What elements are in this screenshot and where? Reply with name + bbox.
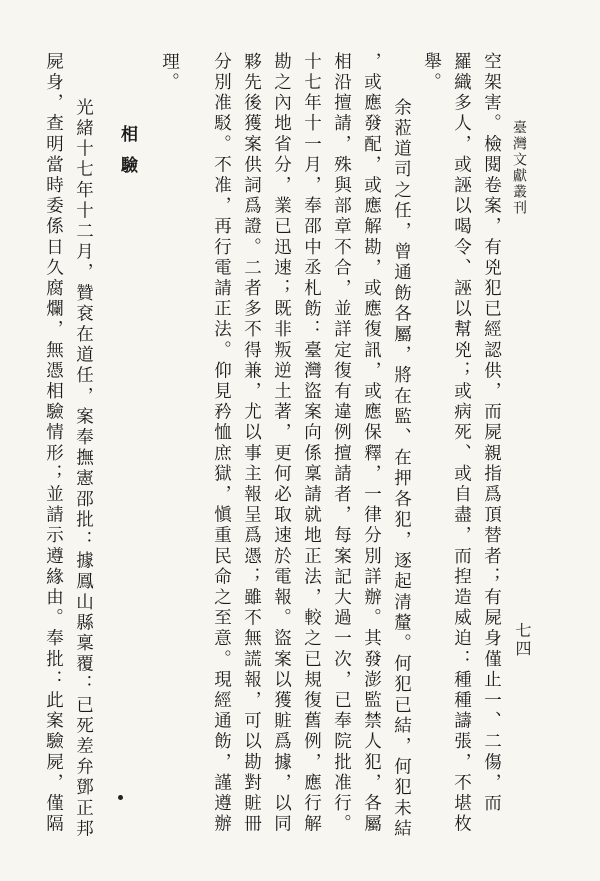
text-column-7: 十七年十一月，奉邵中丞札飭：臺灣盜案向係稟請就地正法，較之已規復舊例，應行解	[301, 52, 322, 835]
text-column-4: 余蒞道司之任，曾通飭各屬，將在監、在押各犯，逐起清釐。何犯已結，何犯未結	[391, 98, 412, 840]
section-text-column-2: 屍身，查明當時委係日久腐爛，無憑相驗情形；並請示遵緣由。奉批：此案驗屍，僅隔	[43, 52, 64, 835]
text-column-6: 相沿擅請，殊與部章不合，並詳定復有違例擅請者，每案記大過一次，已奉院批准行。	[331, 52, 352, 835]
text-column-3: 舉。	[421, 52, 442, 94]
section-text-column-1: 光緒十七年十二月，贊袞在道任，案奉撫憲邵批：據鳳山縣稟覆：已死差弁鄧正邦	[73, 98, 94, 840]
stray-mark	[118, 795, 123, 800]
page-number: 七四	[513, 622, 532, 658]
text-column-10: 分別准駁。不准，再行電請正法。仰見矜恤庶獄，愼重民命之至意。現經通飭，謹遵辦	[211, 52, 232, 835]
text-column-5: ，或應發配，或應解勘，或應復訊，或應保釋，一律分別詳辦。其發澎監禁人犯，各屬	[361, 52, 382, 835]
section-heading: 相驗	[117, 125, 137, 187]
text-column-9: 夥先後獲案供詞爲證。二者多不得兼，尤以事主報呈爲憑；雖不無謊報，可以勘對賍冊	[241, 52, 262, 835]
running-title: 臺灣文獻叢刊	[511, 120, 527, 216]
text-column-11: 理。	[159, 52, 180, 94]
text-column-8: 勘之內地省分，業已迅速；既非叛逆土著，更何必取速於電報。盜案以獲賍爲據，以同	[271, 52, 292, 835]
text-column-2: 羅織多人，或誣以喝令、誣以幫兇；或病死、或自盡，而揑造威迫：種種譸張，不堪枚	[451, 52, 472, 835]
text-column-1: 空架害。檢閱卷案，有兇犯已經認供，而屍親指爲頂替者；有屍身僅止一、二傷，而	[481, 52, 502, 815]
